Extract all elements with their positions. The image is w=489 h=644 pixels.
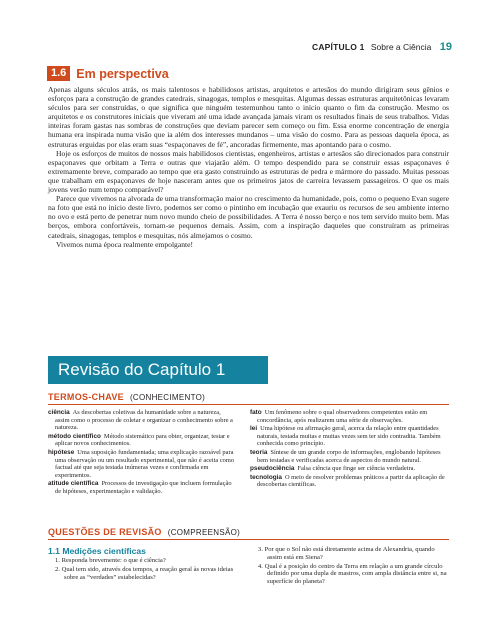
- glossary-definition: Síntese de um grande corpo de informações, englobando hipóteses bem testadas e verificadas acerca de aspectos do mundo natural.: [257, 448, 441, 464]
- divider: [48, 404, 449, 405]
- chapter-label: CAPÍTULO 1: [311, 42, 365, 52]
- section-title: Em perspectiva: [76, 66, 169, 81]
- glossary-term: fato: [250, 409, 262, 416]
- running-header: [312, 41, 452, 53]
- page-number: 19: [439, 41, 452, 53]
- subsection-title: 1.1 Medições científicas: [48, 546, 146, 556]
- glossary-entry: [250, 449, 449, 464]
- key-terms-heading: [48, 392, 205, 402]
- paragraph: Hoje os esforços de muitos de nossos mais habilidosos cientistas, engenheiros, artistas e artesãos são direcionados para construir espaçonaves que orbitam a Terra e outras que viajarão além. O tempo despendido para se construir essas espaçonaves é extremamente breve, comparado ao tempo que era gasto construindo as estruturas de pedra e mármore do passado. Muitas pessoas que trabalham em espaçonaves de hoje nasceram antes que os primeiros jatos de carreira levassem passageiros. O que os mais jovens verão num tempo comparável?: [48, 148, 449, 195]
- glossary-entry: [250, 474, 449, 489]
- paragraph: Apenas alguns séculos atrás, os mais talentosos e habilidosos artistas, arquitetos e artesãos do mundo dirigiram seus gênios e esforços para a construção de grandes catedrais, sinagogas, templos e mesquitas. Algumas dessas estruturas arquitetônicas levaram séculos para ser construídas, o que significa que ninguém testemunhou tanto o início quanto o fim da construção. Mesmo os arquitetos e os construtores iniciais que viveram até uma idade avançada jamais viram os resultados finais de seus trabalhos. Vidas inteiras foram gastas nas sombras de construções que deviam parecer sem começo ou fim. Essa enorme concentração de energia humana era inspirada numa visão que ia além dos interesses mundanos – uma visão do cosmo. Para as pessoas daquela época, as estruturas erguidas por elas eram suas “espaçonaves de fé”, ancoradas firmemente, mas apontando para o cosmo.: [48, 85, 449, 149]
- chapter-subtitle: Sobre a Ciência: [370, 42, 432, 52]
- chapter-review-banner: Revisão do Capítulo 1: [48, 356, 268, 384]
- question-item: 3. Por que o Sol não está diretamente acima de Alexandria, quando assim está em Siena?: [258, 546, 435, 561]
- key-terms-subtitle: (CONHECIMENTO): [129, 393, 206, 402]
- glossary-right-column: [250, 409, 449, 490]
- glossary-definition: O meio de resolver problemas práticos a partir da aplicação de descobertas científicas.: [257, 473, 445, 489]
- glossary-entry: [250, 425, 449, 448]
- section-body: [48, 85, 449, 249]
- glossary-entry: [48, 449, 236, 479]
- glossary-definition: Método sistemático para obter, organizar, testar e aplicar novos conhecimentos.: [55, 432, 230, 448]
- question-item: 4. Qual é a posição do centro da Terra em relação a um grande círculo definido por uma dupla de mastros, com ampla distância entre si, na superfície do planeta?: [258, 562, 447, 586]
- glossary-definition: Falsa ciência que finge ser ciência verdadeira.: [297, 465, 416, 473]
- glossary-entry: [250, 409, 449, 424]
- review-questions-heading: [48, 527, 240, 537]
- questions-right: [258, 546, 449, 587]
- glossary-definition: Uma suposição fundamentada; uma explicação razoável para uma observação ou um resultado experimental, que não é aceita como factual até que seja testada inúmeras vezes e confirmada em experimentos.: [55, 448, 235, 479]
- glossary-term: ciência: [48, 409, 70, 416]
- glossary-term: teoria: [250, 448, 268, 456]
- paragraph: Vivemos numa época realmente empolgante!: [56, 239, 194, 249]
- glossary-definition: Processos de investigação que incluem formulação de hipóteses, experimentação e validação.: [55, 480, 232, 495]
- glossary-left-column: [48, 409, 236, 497]
- glossary-entry: [250, 465, 449, 473]
- glossary-term: lei: [250, 425, 258, 433]
- glossary-entry: [48, 480, 236, 495]
- glossary-entry: [48, 409, 236, 432]
- questions-left: [55, 557, 241, 582]
- section-heading: [47, 66, 169, 81]
- glossary-term: pseudociência: [250, 465, 295, 473]
- key-terms-title: TERMOS-CHAVE: [48, 392, 124, 402]
- divider: [48, 539, 449, 540]
- paragraph: Parece que vivemos na alvorada de uma transformação maior no crescimento da humanidade, pois, como o pequeno Evan sugere na foto que está no início deste livro, podemos ser como o pintinho em incubação que exauriu os recursos de seu ambiente interno no ovo e está perto de penetrar num novo mundo cheio de possibilidades. A Terra é nosso berço e nos tem servido muito bem. Mas berços, embora confortáveis, tornam-se pequenos demais. Assim, com a inspiração daqueles que construíram as primeiras catedrais, sinagogas, templos e mesquitas, nós almejamos o cosmo.: [48, 194, 449, 240]
- glossary-term: hipótese: [48, 448, 75, 456]
- glossary-entry: [48, 433, 236, 448]
- glossary-term: tecnologia: [250, 473, 282, 481]
- glossary-definition: Um fenômeno sobre o qual observadores competentes estão em concordância, após realizarem uma série de observações.: [257, 409, 428, 424]
- glossary-term: método científico: [48, 432, 101, 440]
- glossary-definition: Uma hipótese ou afirmação geral, acerca da relação entre quantidades naturais, testada muitas e muitas vezes sem ter sido contradita. Também conhecida como princípio.: [257, 425, 441, 448]
- review-questions-subtitle: (COMPREENSÃO): [167, 528, 241, 537]
- review-questions-title: QUESTÕES DE REVISÃO: [48, 527, 162, 537]
- question-item: 2. Qual tem sido, através dos tempos, a reação geral às novas ideias sobre as “verdades” estabelecidas?: [55, 565, 234, 581]
- glossary-definition: As descobertas coletivas da humanidade sobre a natureza, assim como o processo de coletar e organizar o conhecimento sobre a natureza.: [55, 409, 233, 432]
- question-item: 1. Responda brevemente: o que é ciência?: [55, 557, 166, 564]
- section-number: 1.6: [47, 66, 70, 81]
- glossary-term: atitude científica: [48, 480, 99, 488]
